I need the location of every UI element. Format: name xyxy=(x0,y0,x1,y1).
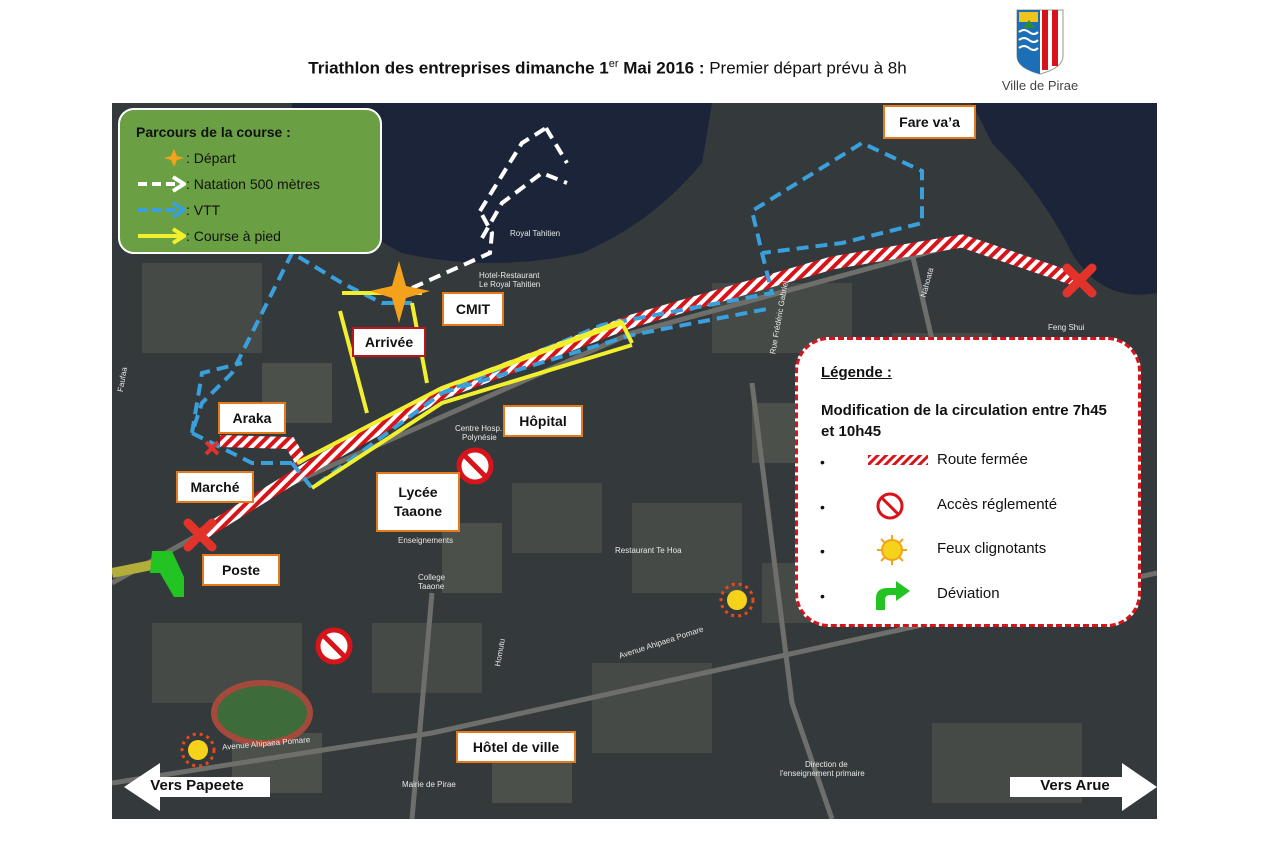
map-label-feng-shui: Feng Shui xyxy=(1048,323,1085,332)
map-label-enseignement: l'enseignement primaire xyxy=(780,769,865,778)
title-bold-part-2: Mai 2016 : xyxy=(618,58,705,78)
yellow-arrow-icon xyxy=(136,226,186,246)
parcours-legend xyxy=(118,108,382,254)
map-label-college-taaone: Taaone xyxy=(418,582,445,591)
legend-label-feux: Feux clignotants xyxy=(937,540,1047,557)
map-label-polynesie: Polynésie xyxy=(462,433,497,442)
map-label-rue-frederic: Rue Frédéric Gabriel xyxy=(768,280,791,355)
parcours-label-depart: : Départ xyxy=(186,150,236,166)
detour-arrow-icon xyxy=(868,580,928,610)
place-lycee-taaone: Lycée Taaone xyxy=(376,472,460,532)
legend-item-feux: • Feux clignotants xyxy=(820,535,1120,565)
legend-item-acces: • Accès réglementé xyxy=(820,491,1120,521)
direction-arue-label: Vers Arue xyxy=(1040,777,1110,794)
pirae-logo xyxy=(995,6,1085,98)
map-label-avenue-2: Avenue Ahipaea Pomare xyxy=(617,624,705,661)
place-hotel-de-ville: Hôtel de ville xyxy=(456,731,576,763)
map-label-royal: Royal Tahitien xyxy=(510,229,561,238)
legend-label-acces: Accès réglementé xyxy=(937,496,1058,513)
restricted-access-icon xyxy=(868,491,928,521)
map-label-le-royal: Le Royal Tahitien xyxy=(479,280,541,289)
place-poste: Poste xyxy=(202,554,280,586)
place-marche: Marché xyxy=(176,471,254,503)
parcours-label-natation: : Natation 500 mètres xyxy=(186,176,320,192)
place-araka: Araka xyxy=(218,402,286,434)
restricted-access-icon xyxy=(459,450,491,482)
logo-name: Ville de Pirae xyxy=(1001,78,1079,93)
place-arrivee: Arrivée xyxy=(352,327,426,357)
legend-label-deviation: Déviation xyxy=(937,585,1000,602)
legend-item-deviation: • Déviation xyxy=(820,580,1120,610)
parcours-title: Parcours de la course : xyxy=(136,124,291,140)
legend-item-route-fermee: • Route fermée xyxy=(820,446,1120,476)
map-label-nahoata: Nahoata xyxy=(918,266,936,299)
title-bold-part: Triathlon des entreprises dimanche 1 xyxy=(308,58,609,78)
legend-title: Légende : xyxy=(821,364,892,381)
place-hopital: Hôpital xyxy=(503,405,583,437)
title-superscript: er xyxy=(608,58,619,70)
direction-papeete xyxy=(124,764,270,810)
flashing-light-icon xyxy=(868,535,928,565)
direction-arue xyxy=(1010,764,1140,810)
blue-dashed-arrow-icon xyxy=(136,200,186,220)
white-dashed-arrow-icon xyxy=(136,174,186,194)
legend-label-route-fermee: Route fermée xyxy=(937,451,1028,468)
place-cmit: CMIT xyxy=(442,292,504,326)
traffic-legend xyxy=(795,337,1141,627)
map-label-enseignements: Enseignements xyxy=(398,536,454,545)
map-label-faufaa: Faufaa xyxy=(115,366,130,393)
road-closed-icon xyxy=(868,446,928,476)
map-label-direction: Direction de xyxy=(805,760,848,769)
map-label-centre: Centre Hosp. xyxy=(455,424,503,433)
place-fare-vaa: Fare va’a xyxy=(883,105,976,139)
map-label-hotel-restaurant: Hotel-Restaurant xyxy=(479,271,540,280)
parcours-label-course: : Course à pied xyxy=(186,228,281,244)
legend-subtitle: Modification de la circulation entre 7h45 et 10h45 xyxy=(821,402,1107,440)
direction-papeete-label: Vers Papeete xyxy=(150,777,244,794)
map-label-college: College xyxy=(418,573,446,582)
map-label-homutu: Homutu xyxy=(493,637,507,668)
pirae-crest-icon xyxy=(995,6,1085,76)
title-rest: Premier départ prévu à 8h xyxy=(704,58,907,78)
star-icon xyxy=(136,148,186,168)
parcours-label-vtt: : VTT xyxy=(186,202,221,218)
map-label-mairie: Mairie de Pirae xyxy=(402,780,456,789)
map-label-restaurant: Restaurant Te Hoa xyxy=(615,546,682,555)
map-label-avenue-1: Avenue Ahipaea Pomare xyxy=(221,735,311,752)
